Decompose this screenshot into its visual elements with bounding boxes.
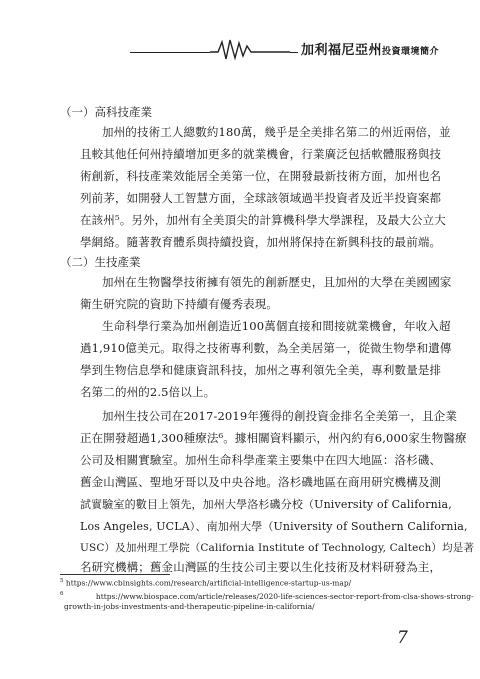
footnote-link[interactable]: https://www.biospace.com/article/releases/2020-life-sciences-sector-report-from-clsa-shows-strong- — [95, 591, 474, 601]
page-number: 7 — [397, 628, 408, 648]
paragraph-line: 舊金山灣區、聖地牙哥以及中央谷地。洛杉磯地區在商用研究機構及測 — [80, 475, 442, 489]
paragraph-line: 且較其他任何州持續增加更多的就業機會，行業廣泛包括軟體服務與技 — [80, 147, 442, 161]
paragraph-line: Los Angeles, UCLA）、南加州大學（University of Southern California, — [80, 520, 468, 533]
header-title-sub: 投資環境簡介 — [382, 47, 440, 57]
paragraph-line: 公司及相關實驗室。加州生命科學產業主要集中在四大地區：洛杉磯、 — [80, 453, 442, 467]
paragraph-line: 生命科學行業為加州創造近100萬個直接和間接就業機會，年收入超 — [102, 319, 451, 333]
paragraph-line: 加州生技公司在2017-2019年獲得的創投資金排名全美第一，且企業 — [102, 409, 458, 423]
footnote-link-continued[interactable]: growth-in-jobs-investments-and-therapeutic-pipeline-in-california/ — [64, 602, 315, 611]
header-title-main: 加利福尼亞州 — [301, 43, 383, 58]
paragraph-line: 列前茅，如開發人工智慧方面，全球該領域過半投資者及近半投資案都 — [80, 191, 442, 205]
footnote-mark: 6 — [60, 591, 64, 597]
paragraph-line: 在該州⁵。另外，加州有全美頂尖的計算機科學大學課程，及最大公立大 — [80, 213, 446, 227]
paragraph-line: 加州的技術工人總數約180萬，幾乎是全美排名第二的州近兩倍，並 — [102, 125, 451, 139]
footnote-rule — [60, 574, 170, 575]
paragraph-line: 試實驗室的數目上領先，加州大學洛杉磯分校（University of California, — [80, 498, 452, 511]
header-title — [298, 39, 439, 58]
footnote-5 — [60, 578, 351, 588]
paragraph-line: 名研究機構；舊金山灣區的生技公司主要以生化技術及材料研發為主， — [80, 560, 442, 574]
paragraph-line: 學網絡。隨著教育體系與持續投資，加州將保持在新興科技的最前端。 — [80, 235, 442, 249]
paragraph-line: USC）及加州理工學院（California Institute of Technology, Caltech）均是著 — [80, 542, 475, 554]
paragraph-line: 加州在生物醫學技術擁有領先的創新歷史，且加州的大學在美國國家 — [102, 275, 452, 289]
paragraph-line: 學到生物信息學和健康資訊科技，加州之專利領先全美，專利數量是排 — [80, 363, 442, 377]
section-2-heading: （二）生技產業 — [60, 255, 141, 269]
footnote-link[interactable]: https://www.cbinsights.com/research/artificial-intelligence-startup-us-map/ — [65, 578, 352, 588]
heartbeat-wave-icon — [210, 37, 290, 61]
paragraph-line: 正在開發超過1,300種療法⁶。據相關資料顯示，州內約有6,000家生物醫療 — [80, 431, 467, 445]
footnote-mark: 5 — [60, 578, 64, 584]
section-1-heading: （一）高科技產業 — [60, 105, 152, 119]
footnote-6-continued — [64, 602, 315, 611]
paragraph-line: 名第二的州的2.5倍以上。 — [80, 385, 216, 399]
paragraph-line: 術創新，科技產業效能居全美第一位，在開發最新技術方面，加州也名 — [80, 169, 442, 183]
footnote-6 — [60, 591, 474, 601]
paragraph-line: 過1,910億美元。取得之技術專利數，為全美居第一，從微生物學和遺傳 — [80, 341, 452, 355]
paragraph-line: 衛生研究院的資助下持續有優秀表現。 — [80, 297, 279, 311]
